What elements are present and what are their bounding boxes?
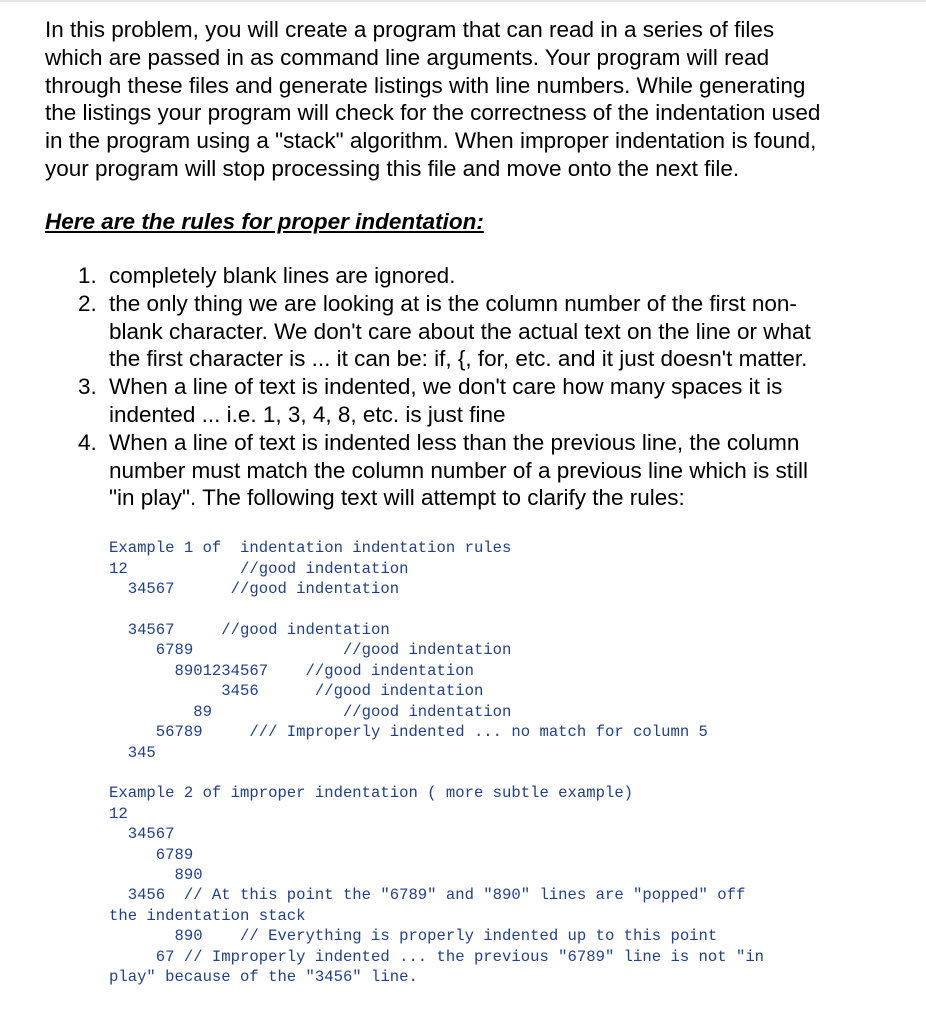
rule-text: the only thing we are looking at is the column number of the first non-	[109, 290, 797, 316]
intro-line: which are passed in as command line arguments. Your program will read	[45, 44, 770, 70]
intro-line: In this problem, you will create a program that can read in a series of files	[45, 17, 775, 42]
rule-item	[78, 290, 898, 373]
rule-text: When a line of text is indented, we don't care how many spaces it is	[109, 374, 783, 400]
code-line: 89 //good indentation	[109, 703, 512, 721]
code-line: 3456 // At this point the "6789" and "890" lines are "popped" off	[109, 886, 746, 904]
code-line: Example 1 of indentation indentation rules	[109, 539, 512, 557]
code-line: 345	[109, 744, 156, 762]
code-line: the indentation stack	[109, 907, 306, 925]
rule-text: "in play". The following text will attempt to clarify the rules:	[109, 485, 685, 511]
rule-number: 3.	[78, 374, 97, 400]
code-line: 3456 //good indentation	[109, 682, 484, 700]
code-line: 56789 /// Improperly indented ... no match for column 5	[109, 723, 708, 741]
rule-text: When a line of text is indented less than the previous line, the column	[109, 429, 800, 455]
rule-text: completely blank lines are ignored.	[109, 263, 456, 288]
intro-paragraph	[45, 16, 905, 183]
code-line: 8901234567 //good indentation	[109, 662, 474, 680]
code-line: 67 // Improperly indented ... the previous "6789" line is not "in	[109, 948, 765, 966]
code-line: 12 //good indentation	[109, 560, 409, 578]
rule-text: the first character is ... it can be: if, {, for, etc. and it just doesn't matter.	[109, 346, 808, 372]
code-line: play" because of the "3456" line.	[109, 968, 418, 986]
top-divider	[0, 0, 926, 2]
rules-heading: Here are the rules for proper indentation:	[45, 209, 484, 234]
rule-text: indented ... i.e. 1, 3, 4, 8, etc. is just fine	[109, 401, 506, 427]
rule-text: blank character. We don't care about the actual text on the line or what	[109, 318, 811, 344]
code-line: 12	[109, 805, 128, 823]
code-line: Example 2 of improper indentation ( more subtle example)	[109, 784, 634, 802]
code-line: 6789 //good indentation	[109, 641, 512, 659]
code-line: 890 // Everything is properly indented up to this point	[109, 927, 718, 945]
code-line: 890	[109, 866, 203, 884]
rule-item	[78, 262, 898, 290]
code-line: 34567 //good indentation	[109, 621, 390, 639]
intro-line: the listings your program will check for the correctness of the indentation used	[45, 100, 821, 126]
code-line: 34567	[109, 825, 175, 843]
code-line: 6789	[109, 846, 194, 864]
rule-text: number must match the column number of a previous line which is still	[109, 457, 809, 483]
rule-number: 1.	[78, 263, 97, 288]
intro-line: in the program using a "stack" algorithm. When improper indentation is found,	[45, 128, 817, 154]
rule-item	[78, 429, 898, 512]
code-line: 34567 //good indentation	[109, 580, 400, 598]
intro-line: your program will stop processing this file and move onto the next file.	[45, 155, 740, 181]
rule-number: 2.	[78, 290, 97, 316]
rules-list	[78, 262, 898, 512]
rule-item	[78, 373, 898, 429]
intro-line: through these files and generate listings with line numbers. While generating	[45, 72, 806, 98]
rule-number: 4.	[78, 429, 97, 455]
